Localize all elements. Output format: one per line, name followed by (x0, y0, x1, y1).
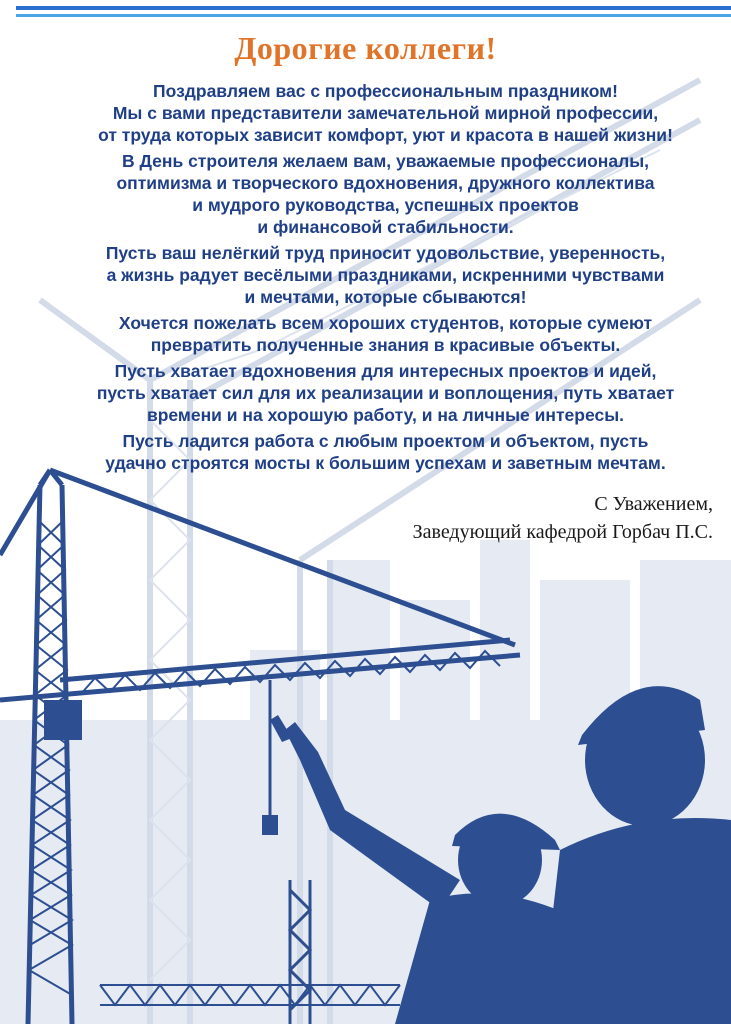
paragraph (40, 150, 731, 238)
signature (413, 490, 713, 546)
text-line: и мудрого руководства, успешных проектов (192, 195, 579, 215)
top-stripe-dark (16, 6, 731, 10)
text-line: оптимизма и творческого вдохновения, дружного коллектива (116, 173, 655, 193)
greeting-body (40, 80, 731, 478)
paragraph (40, 80, 731, 146)
text-line: превратить полученные знания в красивые объекты. (150, 335, 621, 355)
text-line: а жизнь радует весёлыми праздниками, искренними чувствами (106, 265, 665, 285)
text-line: Пусть ладится работа с любым проектом и объектом, пусть (122, 431, 649, 451)
paragraph (40, 430, 731, 474)
text-line: и финансовой стабильности. (257, 217, 514, 237)
text-line: пусть хватает сил для их реализации и воплощения, путь хватает (96, 383, 675, 403)
text-line: и мечтами, которые сбываются! (244, 287, 527, 307)
text-line: удачно строятся мосты к большим успехам и заветным мечтам. (105, 453, 666, 473)
signature-author: Заведующий кафедрой Горбач П.С. (412, 521, 713, 543)
text-line: Хочется пожелать всем хороших студентов, которые сумеют (118, 313, 653, 333)
paragraph (40, 360, 731, 426)
signature-greeting: С Уважением, (594, 493, 713, 515)
text-line: В День строителя желаем вам, уважаемые профессионалы, (121, 151, 650, 171)
paragraph (40, 242, 731, 308)
text-line: Мы с вами представители замечательной мирной профессии, (112, 103, 659, 123)
text-line: Пусть ваш нелёгкий труд приносит удовольствие, уверенность, (105, 243, 666, 263)
page-title: Дорогие коллеги! (234, 30, 497, 66)
top-stripe-light (16, 14, 731, 17)
text-line: времени и на хорошую работу, и на личные интересы. (146, 405, 625, 425)
text-line: Поздравляем вас с профессиональным праздником! (153, 81, 618, 101)
paragraph (40, 312, 731, 356)
text-line: от труда которых зависит комфорт, уют и красота в нашей жизни! (98, 125, 673, 145)
text-line: Пусть хватает вдохновения для интересных проектов и идей, (114, 361, 657, 381)
